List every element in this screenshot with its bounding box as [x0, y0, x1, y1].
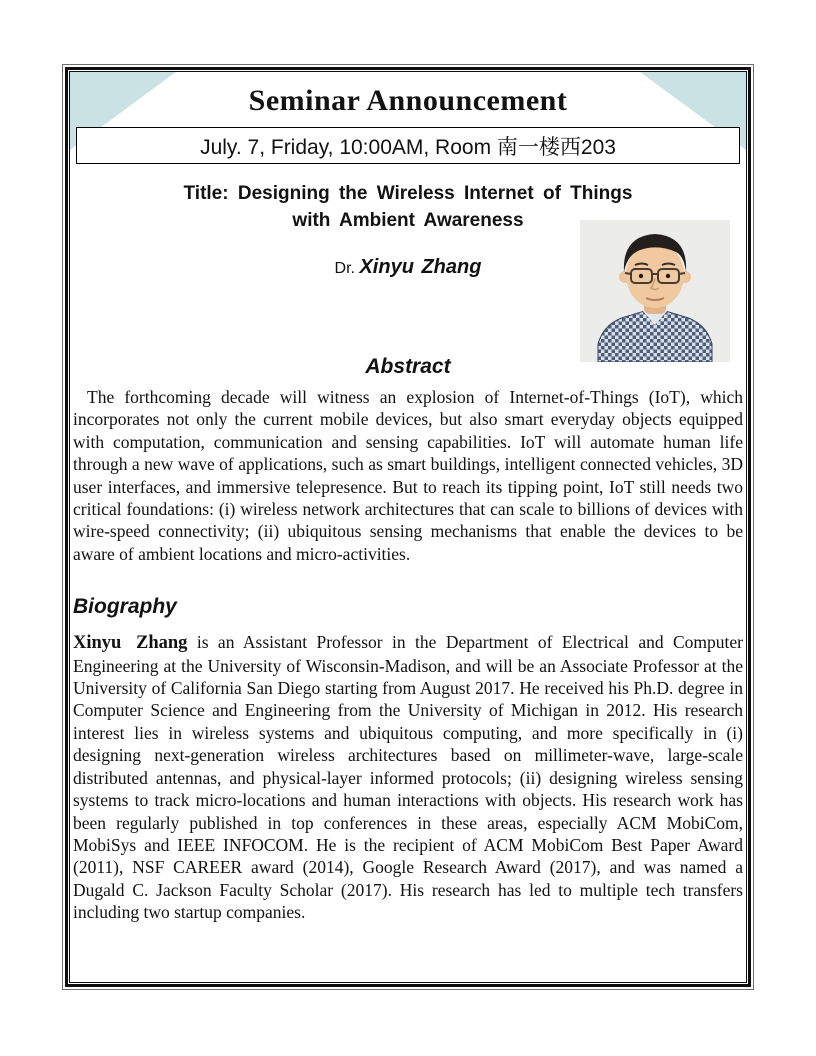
- speaker-name: Xinyu Zhang: [359, 256, 482, 278]
- document-frame: [62, 64, 754, 990]
- speaker-portrait-illustration: [580, 220, 730, 362]
- talk-title-line1: Title: Designing the Wireless Internet of Things: [183, 183, 633, 204]
- date-room-text: July. 7, Friday, 10:00AM, Room 南一楼西203: [200, 135, 616, 159]
- biography-speaker-name: Xinyu Zhang: [73, 633, 188, 654]
- biography-body-text: is an Assistant Professor in the Department of Electrical and Computer Engineering at the University of Wisconsin-Madison, and will be an Associate Professor at the University of California San Diego starting from August 2017. He received his Ph.D. degree in Computer Science and Engineering from the University of Michigan in 2012. His research interest lies in wireless systems and ubiquitous computing, and more specifically in (i) designing next-generation wireless architectures based on millimeter-wave, large-scale distributed antennas, and physical-layer informed protocols; (ii) designing wireless sensing systems to track micro-locations and human interactions with objects. His research work has been regularly published in top conferences in these areas, especially ACM MobiCom, MobiSys and IEEE INFOCOM. He is the recipient of ACM MobiCom Best Paper Award (2011), NSF CAREER award (2014), Google Research Award (2017), and was named a Dugald C. Jackson Faculty Scholar (2017). His research has led to multiple tech transfers including two startup companies.: [73, 632, 744, 923]
- document-frame-mid: [65, 67, 751, 987]
- abstract-text: The forthcoming decade will witness an explosion of Internet-of-Things (IoT), which incorporates not only the current mobile devices, but also smart everyday objects equipped with computation, communication and sensing capabilities. IoT will automate human life through a new wave of applications, such as smart buildings, intelligent connected vehicles, 3D user interfaces, and immersive telepresence. But to reach its tipping point, IoT still needs two critical foundations: (i) wireless network architectures that can scale to billions of devices with wire-speed connectivity; (ii) ubiquitous sensing mechanisms that enable the devices to be aware of ambient locations and micro-activities.: [73, 387, 743, 564]
- biography-heading: Biography: [73, 595, 177, 619]
- biography-text: [73, 631, 743, 923]
- abstract-heading: Abstract: [365, 355, 451, 378]
- page-title: Seminar Announcement: [248, 84, 568, 117]
- speaker-prefix: Dr.: [334, 260, 355, 277]
- document-frame-inner: [69, 71, 747, 983]
- date-room-banner: [76, 127, 740, 164]
- talk-title-line2: with Ambient Awareness: [292, 210, 524, 231]
- speaker-photo: [580, 220, 730, 362]
